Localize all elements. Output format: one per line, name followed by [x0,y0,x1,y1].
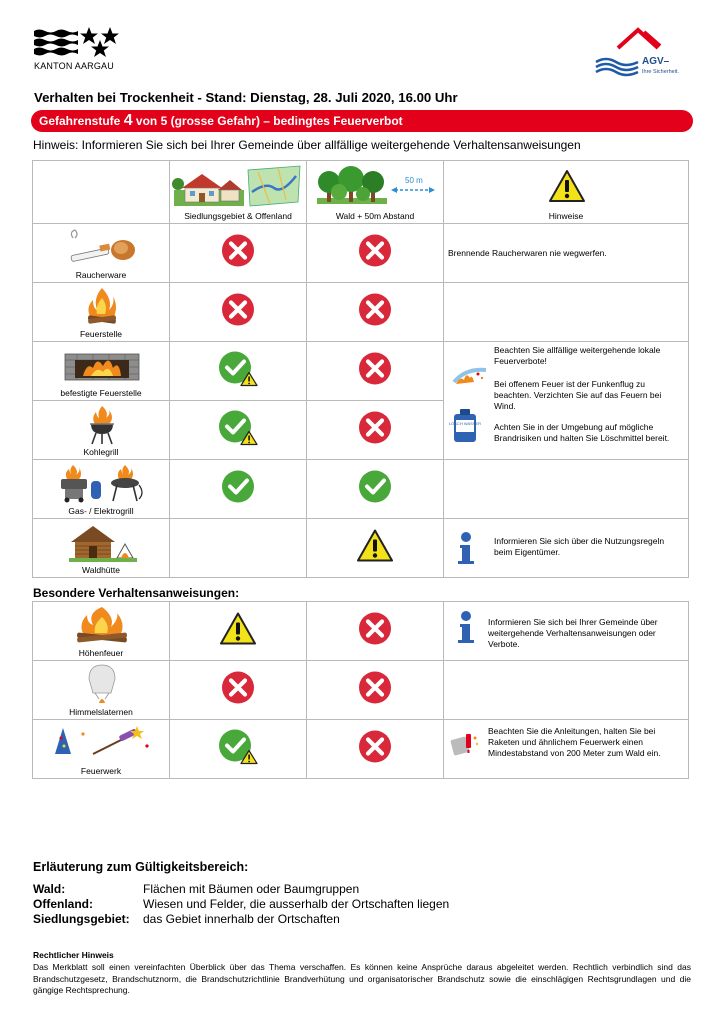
forbidden-icon [358,411,392,450]
special-instructions-title: Besondere Verhaltensanweisungen: [33,586,240,600]
table-header-row [33,161,689,224]
table-row [33,460,689,519]
gas-grill-icon [59,463,145,503]
row-label-cell [33,224,170,283]
bonfire-icon [73,605,131,643]
note-waldhuette: Informieren Sie sich über die Nutzungsregeln beim Eigentümer. [494,536,665,557]
row-label-cell [33,401,170,460]
note-lokale-verbote: Beachten Sie allfällige weitergehende lokale Feuerverbote! [494,345,661,366]
note-hoehenfeuer: Informieren Sie sich bei Ihrer Gemeinde über weitergehende Verhaltensanweisungen oder Verbote. [488,617,658,649]
forbidden-icon [358,234,392,273]
agv-name: AGV– [642,56,670,67]
forest-distance-icon [313,164,439,208]
siedlung-status-cell [170,401,307,460]
note-feuerwerk: Beachten Sie die Anleitungen, halten Sie bei Raketen und ähnlichem Feuerwerk einen Mindestabstand von 200 Meter zum Wald ein. [488,726,661,758]
warning-icon [219,612,257,651]
kanton-name: KANTON AARGAU [34,61,114,71]
note-cell [444,460,689,519]
village-map-icon [174,164,302,208]
banner-prefix: Gefahrenstufe [39,114,124,128]
row-label-cell [33,519,170,578]
warning-icon [356,529,394,568]
table-row [33,602,689,661]
row-label: Feuerwerk [80,766,122,776]
danger-level-banner [31,110,693,132]
note-cell [444,519,689,578]
note-cell [444,720,689,779]
page-title: Verhalten bei Trockenheit - Stand: Dienstag, 28. Juli 2020, 16.00 Uhr [34,90,458,105]
warning-header-icon [548,169,586,203]
note-cell [444,283,689,342]
table-row [33,342,689,401]
charcoal-grill-icon [87,404,117,446]
note-loeschmittel: Achten Sie in der Umgebung auf mögliche Brandrisiken und halten Sie Löschmittel bereit. [494,422,670,443]
scope-explanation-title: Erläuterung zum Gültigkeitsbereich: [33,860,249,874]
campfire-icon [85,286,119,326]
wald-status-cell [307,519,444,578]
forbidden-icon [358,671,392,710]
row-label: Gas- / Elektrogrill [68,506,134,516]
row-label: befestigte Feuerstelle [60,388,142,398]
info-icon [452,610,480,644]
wald-status-cell [307,224,444,283]
row-label-cell [33,661,170,720]
row-label-cell [33,602,170,661]
table-row [33,224,689,283]
forbidden-icon [358,293,392,332]
column-hinweise [444,161,689,224]
column-wald [307,161,444,224]
siedlung-status-cell [170,460,307,519]
forbidden-icon [358,730,392,769]
note-cell [444,224,689,283]
firework-caution-icon [450,732,480,758]
note-cell [444,602,689,661]
definition-siedlung [33,912,340,926]
row-label: Höhenfeuer [78,648,124,658]
wald-status-cell [307,460,444,519]
wald-status-cell [307,401,444,460]
column-hinweise-label: Hinweise [548,211,584,221]
forbidden-icon [358,612,392,651]
siedlung-status-cell [170,661,307,720]
wald-status-cell [307,283,444,342]
aargau-stars-logo [80,26,120,58]
wald-status-cell [307,342,444,401]
allowed-icon [221,470,255,509]
allowed-with-caution-icon [218,351,258,392]
siedlung-status-cell [170,720,307,779]
table-row [33,283,689,342]
sky-lantern-icon [85,663,119,705]
row-label-cell [33,720,170,779]
term-offenland: Offenland: [33,897,93,911]
table-row [33,661,689,720]
row-label: Raucherware [75,270,127,280]
table-row [33,519,689,578]
row-label-cell [33,283,170,342]
wald-status-cell [307,661,444,720]
term-wald: Wald: [33,882,66,896]
danger-level-value: 4 [123,112,133,129]
siedlung-status-cell [170,224,307,283]
siedlung-status-cell [170,602,307,661]
definition-offenland [33,897,449,911]
agv-tagline: Ihre Sicherheit. [642,69,679,75]
forbidden-icon [358,352,392,391]
siedlung-status-cell [170,342,307,401]
term-siedlung: Siedlungsgebiet: [33,912,130,926]
column-wald-label: Wald + 50m Abstand [335,211,415,221]
row-label: Feuerstelle [79,329,123,339]
row-label-cell [33,342,170,401]
row-label: Himmelslaternen [69,707,133,717]
siedlung-status-cell [170,519,307,578]
allowed-icon [358,470,392,509]
forest-hut-icon [69,522,137,564]
forbidden-icon [221,234,255,273]
definition-offenland-text: Wiesen und Felder, die ausserhalb der Ortschaften liegen [143,897,450,911]
column-siedlung [170,161,307,224]
cigarette-icon [67,228,137,268]
row-label: Waldhütte [82,565,120,575]
special-rules-table [32,601,689,779]
legal-notice-text: Das Merkblatt soll einen vereinfachten Überblick über das Thema verschaffen. Es können keine Ansprüche daraus abgeleitet werden. Rechtlich verbindlich sind das Brandschutzgesetz, Brandschutznorm, die Brandschutzrichtlinie Brandverhütung und organisatorischer Brandschutz sowie die einschlägigen Rechtsgrundlagen und die gängige Rechtsprechung. [33,962,691,995]
fireworks-icon [53,724,153,760]
empty-header-cell [33,161,170,224]
column-siedlung-label: Siedlungsgebiet & Offenland [184,211,292,221]
note-cell-feuer [444,342,689,460]
note-raucherware: Brennende Raucherwaren nie wegwerfen. [448,248,607,258]
wald-distance-label: 50 m [405,176,423,185]
info-icon [452,531,480,565]
main-rules-table [32,160,689,578]
spark-flight-icon [452,364,488,386]
fire-pit-icon [63,346,141,384]
allowed-with-caution-icon [218,410,258,451]
canister-label: LÖSCH WASSER [448,421,482,426]
siedlung-status-cell [170,283,307,342]
general-notice: Hinweis: Informieren Sie sich bei Ihrer Gemeinde über allfällige weitergehende Verhaltensanweisungen [33,138,581,152]
row-label-cell [33,460,170,519]
forbidden-icon [221,293,255,332]
forbidden-icon [221,671,255,710]
note-funkenflug: Bei offenem Feuer ist der Funkenflug zu beachten. Verzichten Sie auf das Feuern bei Wind. [494,379,662,411]
banner-suffix: von 5 (grosse Gefahr) – bedingtes Feuerverbot [132,114,403,128]
aargau-waves-logo [34,28,78,56]
definition-wald [33,882,359,896]
row-label: Kohlegrill [83,447,119,457]
water-canister-icon [448,408,482,444]
table-row [33,720,689,779]
wald-status-cell [307,602,444,661]
wald-status-cell [307,720,444,779]
allowed-with-caution-icon [218,729,258,770]
definition-wald-text: Flächen mit Bäumen oder Baumgruppen [143,882,360,896]
note-cell [444,661,689,720]
legal-notice-title: Rechtlicher Hinweis [33,950,114,960]
agv-logo [594,26,690,76]
definition-siedlung-text: das Gebiet innerhalb der Ortschaften [143,912,340,926]
